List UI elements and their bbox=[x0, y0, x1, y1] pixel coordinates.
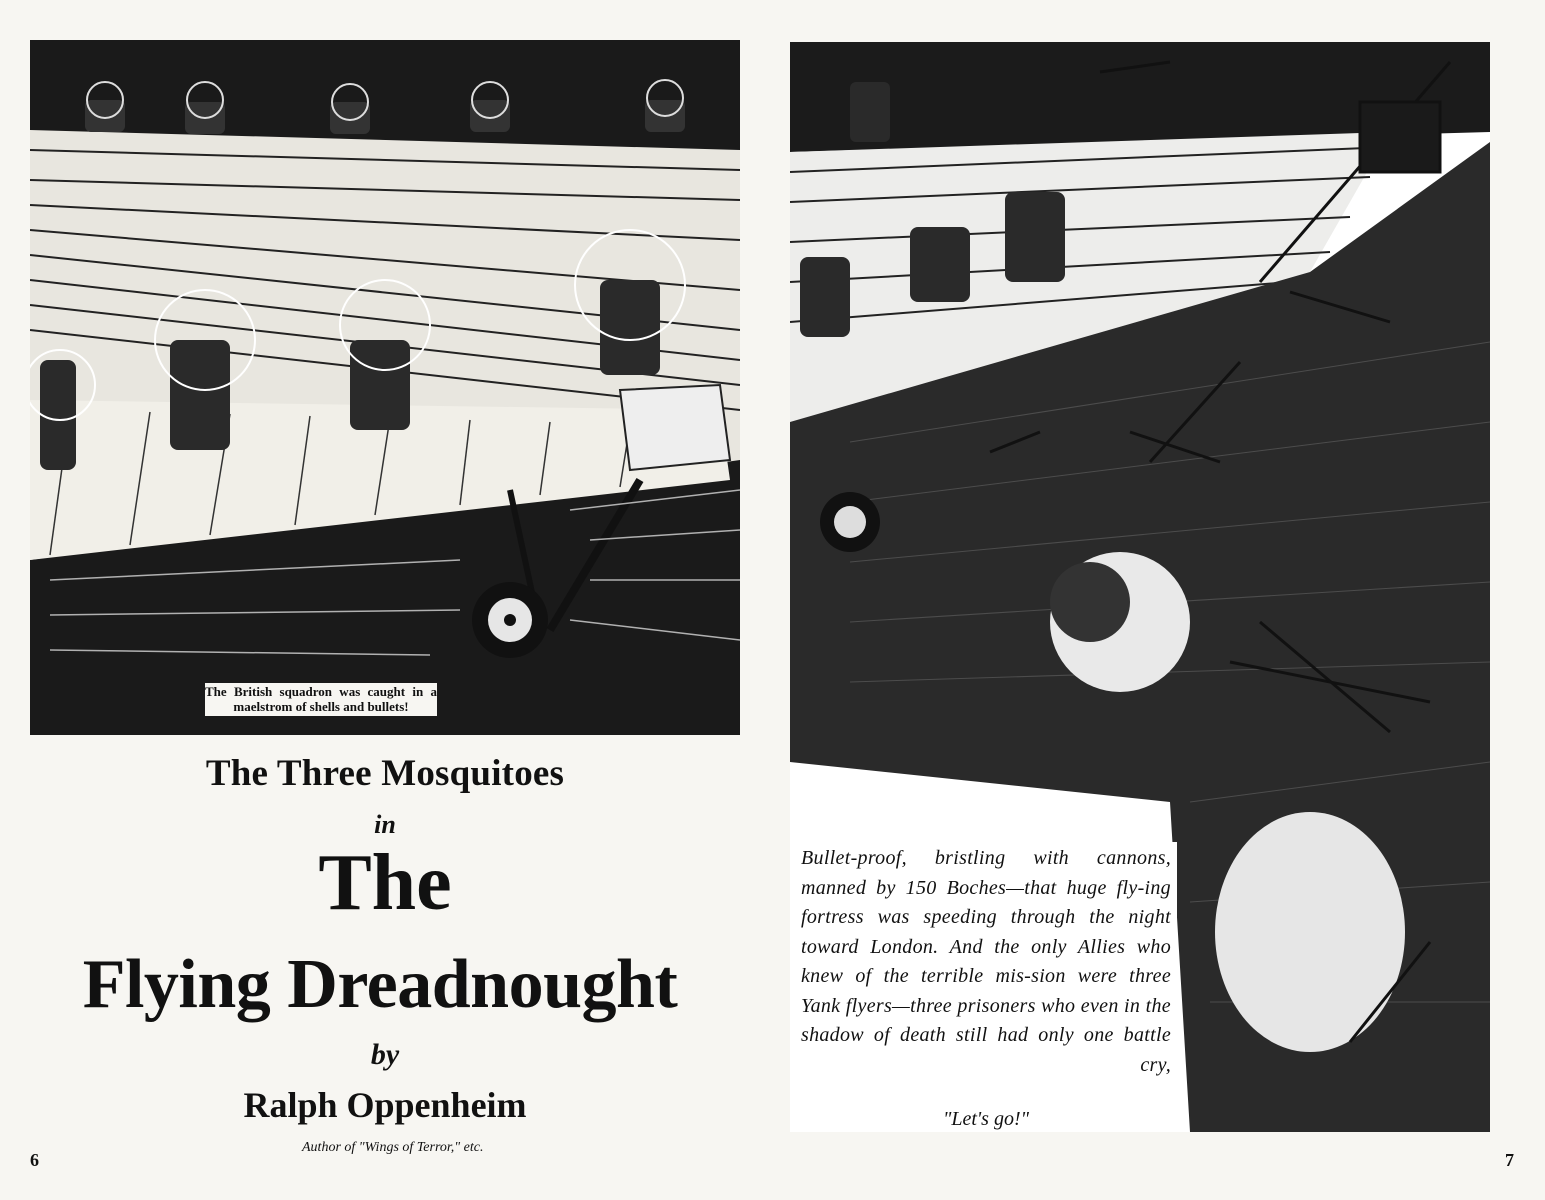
left-page bbox=[0, 0, 770, 1200]
author-credit: Author of "Wings of Terror," etc. bbox=[302, 1140, 484, 1155]
series-title: The Three Mosquitoes bbox=[205, 753, 565, 794]
page-number-left: 6 bbox=[30, 1150, 39, 1170]
author-name: Ralph Oppenheim bbox=[243, 1085, 527, 1125]
byline-by: by bbox=[370, 1038, 400, 1071]
story-blurb: Bullet-proof, bristling with cannons, manned by 150 Boches—that huge fly-ing fortress was speeding through the night toward London. And the only Allies who knew of the terrible mis-sion were three Yank flyers—three prisoners who even in the shadow of death still had only one battle cry, bbox=[795, 842, 1177, 1082]
illustration-caption: The British squadron was caught in a maelstrom of shells and bullets! bbox=[205, 683, 437, 716]
story-title-line1: The bbox=[318, 839, 452, 927]
battle-cry: "Let's go!" bbox=[942, 1108, 1030, 1130]
title-connector-in: in bbox=[374, 810, 396, 839]
page-number-right: 7 bbox=[1505, 1150, 1514, 1170]
wing-gun-turrets-illustration bbox=[30, 40, 740, 735]
story-title-line2: Flying Dreadnought bbox=[82, 946, 678, 1023]
right-page bbox=[775, 0, 1545, 1200]
